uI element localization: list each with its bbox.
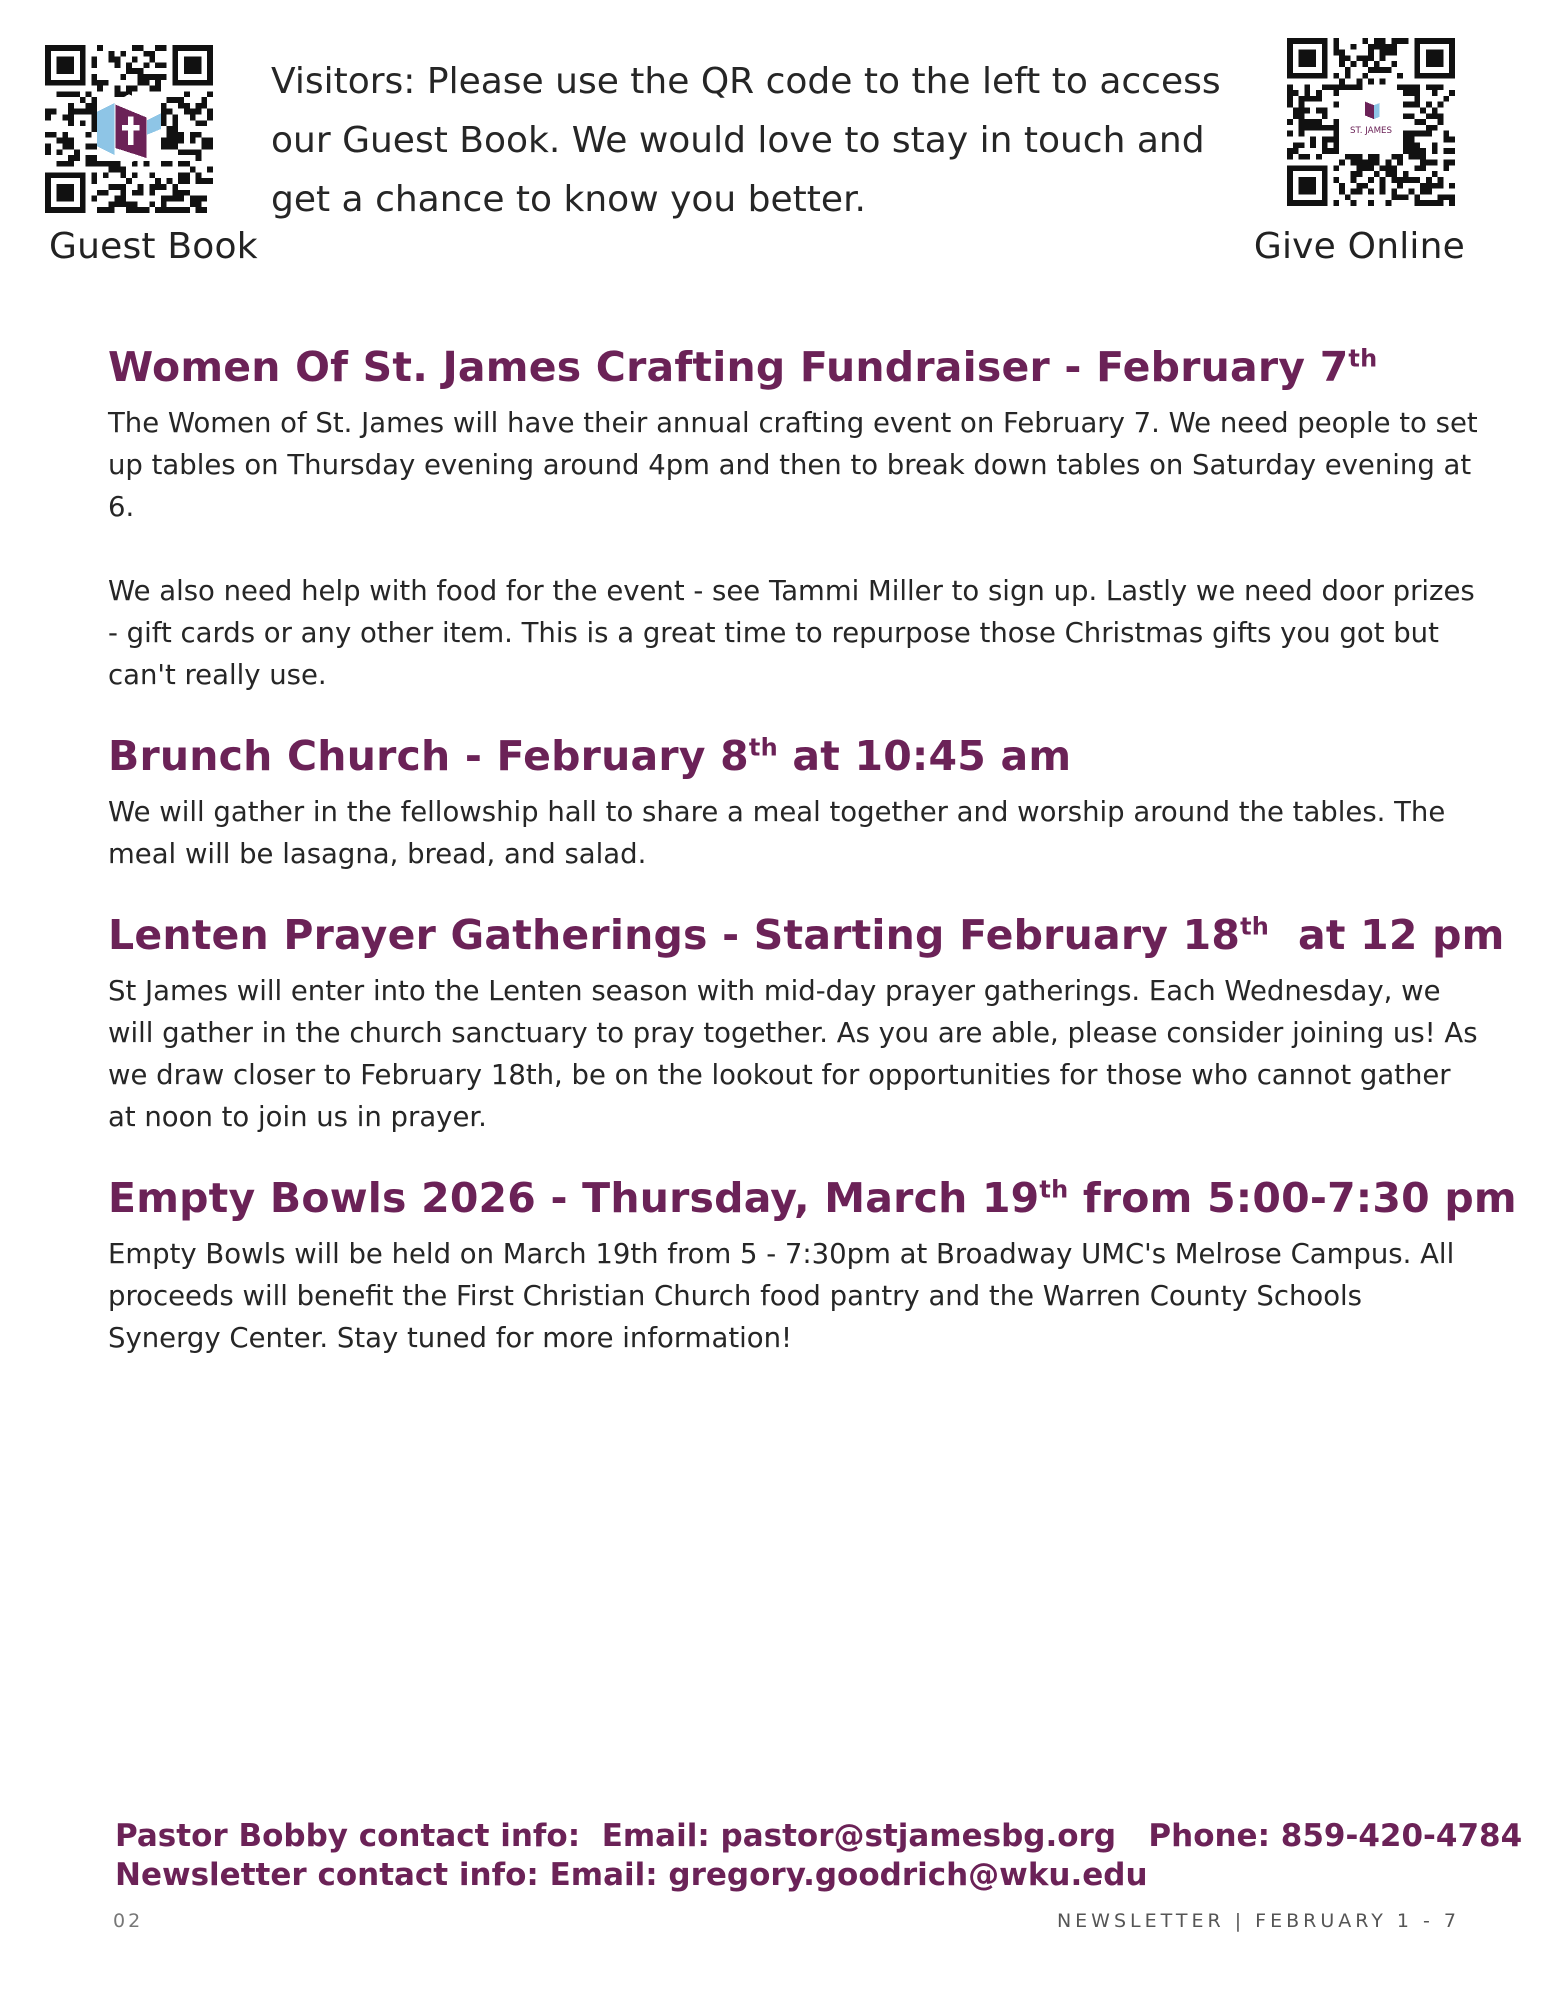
qr-code-icon	[45, 45, 213, 213]
section-paragraph: We will gather in the fellowship hall to share a meal together and worship around the tables. The meal will be lasagna, bread, and salad.	[108, 796, 1446, 870]
st-james-logo-icon	[1342, 96, 1400, 148]
newsletter-contact-line: Newsletter contact info: Email: gregory.goodrich@wku.edu	[115, 1857, 1148, 1893]
section-title: Empty Bowls 2026 - Thursday, March 19th from 5:00-7:30 pm	[108, 1174, 1517, 1222]
section-title: Lenten Prayer Gatherings - Starting February 18th at 12 pm	[108, 911, 1505, 959]
give-online-caption: Give Online	[1253, 226, 1465, 267]
page-number: 02	[113, 1910, 144, 1932]
section-paragraph: We also need help with food for the event - see Tammi Miller to sign up. Lastly we need door prizes - gift cards or any other item. This is a great time to repurpose those Christmas gifts you got but can't really use.	[108, 575, 1475, 691]
qr-code-icon	[1287, 38, 1455, 206]
section-lenten-prayer	[108, 910, 1505, 1138]
section-empty-bowls	[108, 1173, 1517, 1359]
guest-book-qr-code[interactable]	[45, 45, 213, 213]
section-title: Brunch Church - February 8th at 10:45 am	[108, 732, 1072, 780]
section-paragraph: St James will enter into the Lenten season with mid-day prayer gatherings. Each Wednesday, we will gather in the church sanctuary to pray together. As you are able, please consider joining us! As we draw closer to February 18th, be on the lookout for opportunities for those who cannot gather at noon to join us in prayer.	[108, 975, 1478, 1133]
section-paragraph: The Women of St. James will have their annual crafting event on February 7. We need people to set up tables on Thursday evening around 4pm and then to break down tables on Saturday evening at 6.	[108, 407, 1478, 523]
section-title: Women Of St. James Crafting Fundraiser - February 7th	[108, 343, 1378, 391]
visitor-note: Visitors: Please use the QR code to the left to access our Guest Book. We would love to stay in touch and get a chance to know you better.	[271, 61, 1221, 220]
running-head: NEWSLETTER | FEBRUARY 1 - 7	[1056, 1910, 1460, 1932]
st-james-logo-text: ST. JAMES	[1349, 126, 1393, 137]
section-brunch-church	[108, 731, 1478, 875]
give-online-qr-code[interactable]	[1287, 38, 1455, 206]
contact-info	[115, 1817, 1522, 1895]
guest-book-caption: Guest Book	[49, 226, 258, 267]
pastor-contact-line: Pastor Bobby contact info: Email: pastor@stjamesbg.org Phone: 859-420-4784	[115, 1818, 1523, 1854]
section-crafting-fundraiser	[108, 342, 1478, 696]
section-paragraph: Empty Bowls will be held on March 19th from 5 - 7:30pm at Broadway UMC's Melrose Campus. All proceeds will benefit the First Christian Church food pantry and the Warren County Schools Synergy Center. Stay tuned for more information!	[108, 1238, 1455, 1354]
